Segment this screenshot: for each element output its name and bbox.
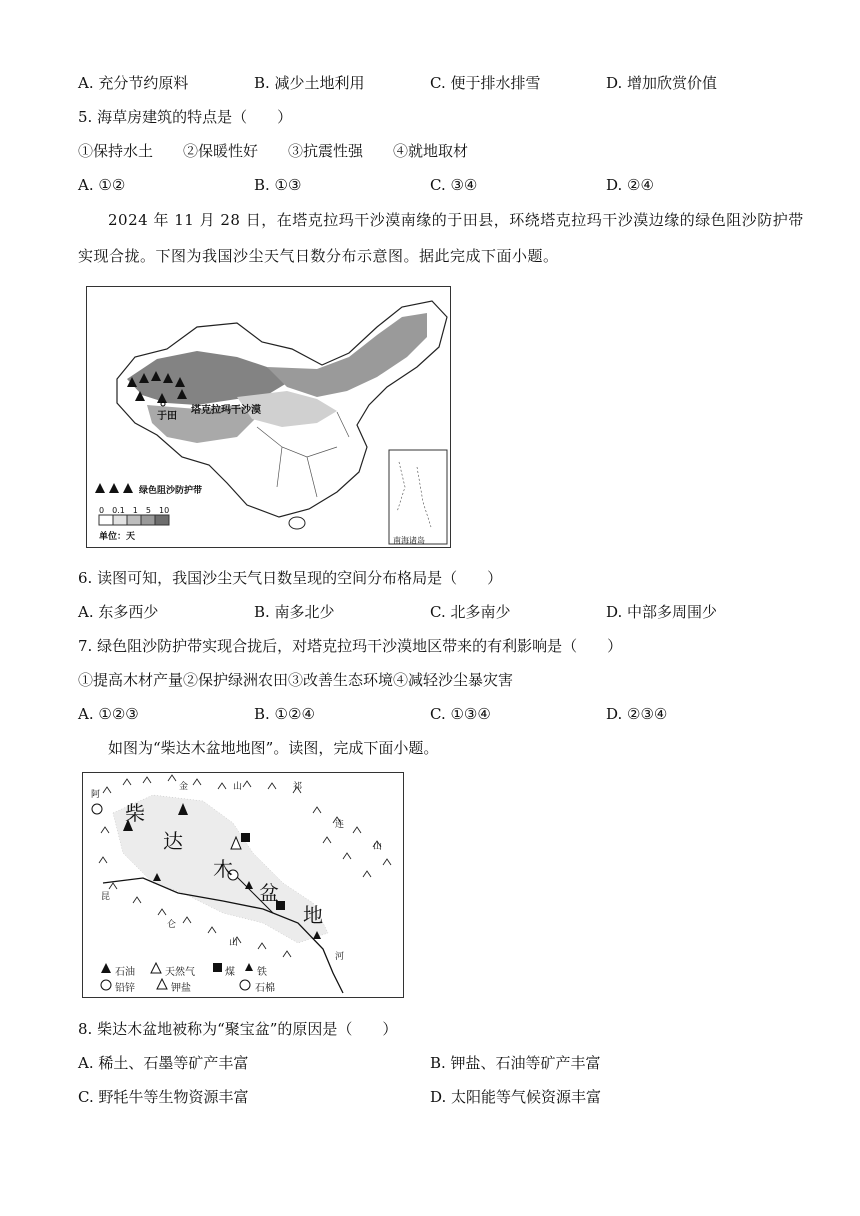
q8-option-a[interactable]: A. 稀土、石墨等矿产丰富 — [78, 1054, 249, 1072]
legend-potash: 钾盐 — [171, 983, 191, 994]
legend-belt-label: 绿色阻沙防护带 — [139, 486, 203, 496]
q4-option-a[interactable]: A. 充分节约原料 — [78, 74, 189, 92]
mtn-label-1: 阿 — [91, 790, 101, 800]
q5-option-a[interactable]: A. ①② — [78, 176, 126, 194]
q7-option-d[interactable]: D. ②③④ — [606, 705, 668, 723]
q8-option-d[interactable]: D. 太阳能等气候资源丰富 — [430, 1088, 602, 1106]
legend-tree-icons — [95, 483, 133, 493]
dust-days-map — [86, 286, 451, 548]
mtn-label-9: 山 — [229, 938, 239, 948]
q5-option-c[interactable]: C. ③④ — [430, 176, 478, 194]
legend-coal: 煤 — [225, 967, 235, 978]
passage-qaidam: 如图为“柴达木盆地地图”。读图，完成下面小题。 — [108, 739, 439, 757]
q7-items: ①提高木材产量②保护绿洲农田③改善生态环境④减轻沙尘暴灾害 — [78, 671, 514, 689]
basin-char-1: 柴 — [125, 801, 145, 825]
basin-char-5: 地 — [303, 903, 323, 927]
q7-option-c[interactable]: C. ①③④ — [430, 705, 491, 723]
q5-option-b[interactable]: B. ①③ — [254, 176, 302, 194]
dust-legend-scale — [99, 515, 169, 525]
q5-items: ①保持水土 ②保暖性好 ③抗震性强 ④就地取材 — [78, 142, 469, 160]
inset-label: 南海诸岛 — [393, 536, 425, 545]
q8-stem: 8. 柴达木盆地被称为“聚宝盆”的原因是（ ） — [78, 1020, 398, 1038]
mtn-label-2: 金 — [179, 782, 189, 792]
legend-asbestos: 石棉 — [255, 983, 275, 994]
mtn-label-5: 连 — [335, 820, 345, 830]
legend-iron: 铁 — [257, 967, 267, 978]
legend-oil: 石油 — [115, 967, 135, 978]
mtn-label-6: 山 — [373, 842, 383, 852]
q6-option-c[interactable]: C. 北多南少 — [430, 603, 511, 621]
q7-stem: 7. 绿色阻沙防护带实现合拢后，对塔克拉玛干沙漠地区带来的有利影响是（ ） — [78, 637, 623, 655]
mtn-label-4: 祁 — [293, 782, 303, 792]
q4-option-d[interactable]: D. 增加欣赏价值 — [606, 74, 718, 92]
legend-unit: 单位：天 — [99, 532, 136, 542]
q4-option-b[interactable]: B. 减少土地利用 — [254, 74, 365, 92]
basin-char-3: 木 — [213, 857, 233, 881]
q4-option-c[interactable]: C. 便于排水排雪 — [430, 74, 541, 92]
mtn-label-3: 山 — [233, 782, 243, 792]
yutian-label: 于田 — [157, 411, 177, 422]
legend-scale-values: 0 0.1 1 5 10 — [99, 506, 170, 515]
legend-gas: 天然气 — [165, 967, 195, 978]
q6-option-b[interactable]: B. 南多北少 — [254, 603, 335, 621]
mtn-label-7: 昆 — [101, 892, 111, 902]
legend-leadzinc: 铅锌 — [115, 983, 135, 994]
mtn-label-10: 河 — [335, 952, 345, 962]
q6-option-d[interactable]: D. 中部多周围少 — [606, 603, 718, 621]
q7-option-a[interactable]: A. ①②③ — [78, 705, 139, 723]
basin-char-4: 盆 — [259, 881, 279, 905]
mtn-label-8: 仑 — [167, 920, 177, 930]
south-china-sea-inset — [389, 450, 447, 544]
passage-desert-belt: 2024 年 11 月 28 日，在塔克拉玛干沙漠南缘的于田县，环绕塔克拉玛干沙漠边缘的绿色阻沙防护带实现合拢。下图为我国沙尘天气日数分布示意图。据此完成下面小题。 — [78, 211, 804, 265]
qaidam-basin-map — [82, 772, 404, 998]
q8-option-c[interactable]: C. 野牦牛等生物资源丰富 — [78, 1088, 249, 1106]
q6-option-a[interactable]: A. 东多西少 — [78, 603, 159, 621]
q7-option-b[interactable]: B. ①②④ — [254, 705, 315, 723]
q5-option-d[interactable]: D. ②④ — [606, 176, 654, 194]
q6-stem: 6. 读图可知，我国沙尘天气日数呈现的空间分布格局是（ ） — [78, 569, 503, 587]
desert-label: 塔克拉玛干沙漠 — [191, 405, 261, 416]
q5-stem: 5. 海草房建筑的特点是（ ） — [78, 108, 293, 126]
basin-char-2: 达 — [163, 829, 183, 853]
q8-option-b[interactable]: B. 钾盐、石油等矿产丰富 — [430, 1054, 601, 1072]
hainan-island — [289, 517, 305, 529]
